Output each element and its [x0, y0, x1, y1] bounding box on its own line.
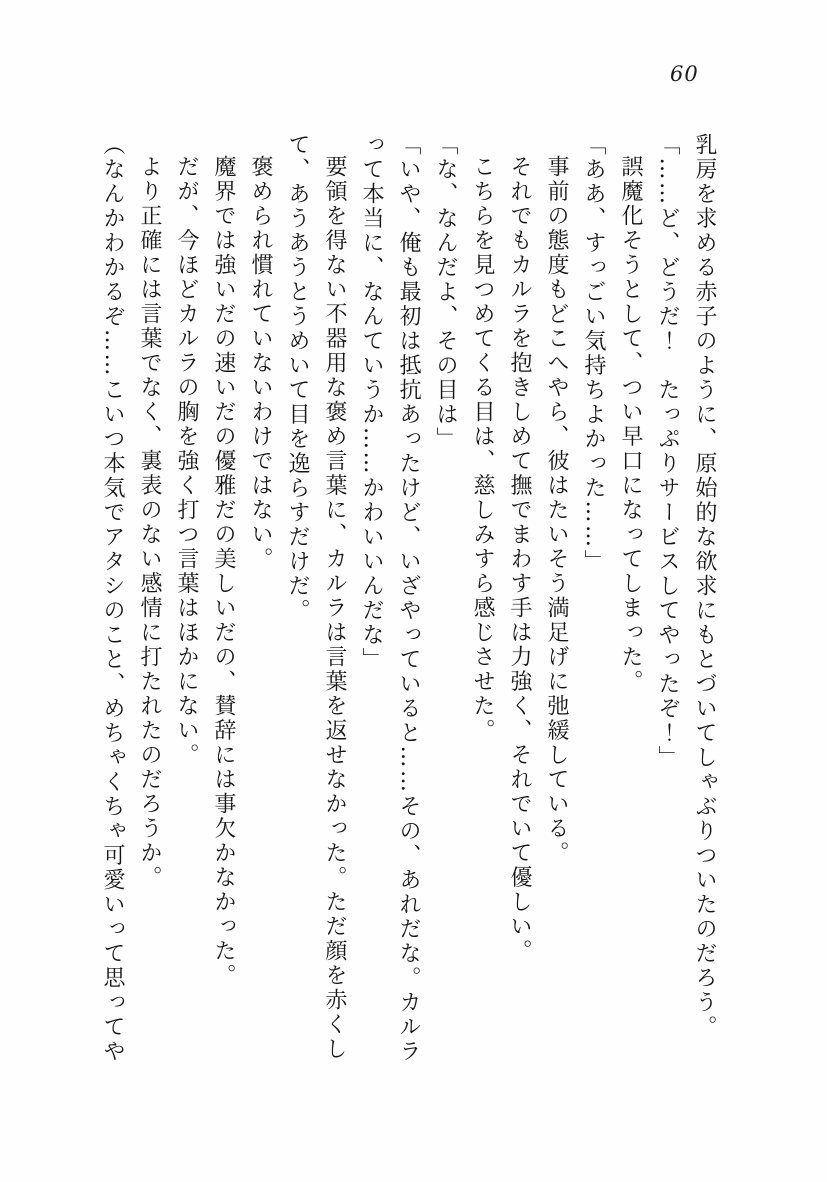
text-line: 要領を得ない不器用な褒め言葉に、カルラは言葉を返せなかった。ただ顔を赤くし — [322, 155, 347, 1062]
text-line: だが、今ほどカルラの胸を強く打つ言葉はほかにない。 — [174, 155, 199, 768]
text-line: 事前の態度もどこへやら、彼はたいそう満足げに弛緩している。 — [544, 155, 569, 866]
text-line: 「……ど、どうだ！ たっぷりサービスしてやったぞ！」 — [655, 133, 680, 770]
text-line: （なんかわかるぞ……こいつ本気でアタシのこと、めちゃくちゃ可愛いって思ってや — [100, 133, 125, 1064]
text-line: それでもカルラを抱きしめて撫でまわす手は力強く、それでいて優しい。 — [507, 155, 532, 964]
page-number: 60 — [670, 62, 699, 86]
text-line: 褒められ慣れていないわけではない。 — [248, 155, 273, 572]
text-line: 誤魔化そうとして、つい早口になってしまった。 — [618, 155, 643, 694]
text-line: こちらを見つめてくる目は、慈しみすら感じさせた。 — [470, 155, 495, 743]
text-line: 「ああ、すっごい気持ちよかった……」 — [581, 133, 606, 574]
text-line: 乳房を求める赤子のように、原始的な欲求にもとづいてしゃぶりついたのだろう。 — [692, 133, 717, 1040]
text-line: て、あうあうとうめいて目を逸らすだけだ。 — [285, 133, 310, 623]
text-line: って本当に、なんていうか……かわいいんだな」 — [359, 133, 384, 672]
text-block — [94, 133, 723, 1089]
text-line: より正確には言葉でなく、裏表のない感情に打たれたのだろうか。 — [137, 155, 162, 890]
text-line: 「な、なんだよ、その目は」 — [433, 133, 458, 452]
text-line: 「いや、俺も最初は抵抗あったけど、いざやっていると……その、あれだな。カルラ — [396, 133, 421, 1064]
text-line: 魔界では強いだの速いだの優雅だの美しいだの、賛辞には事欠かなかった。 — [211, 155, 236, 988]
